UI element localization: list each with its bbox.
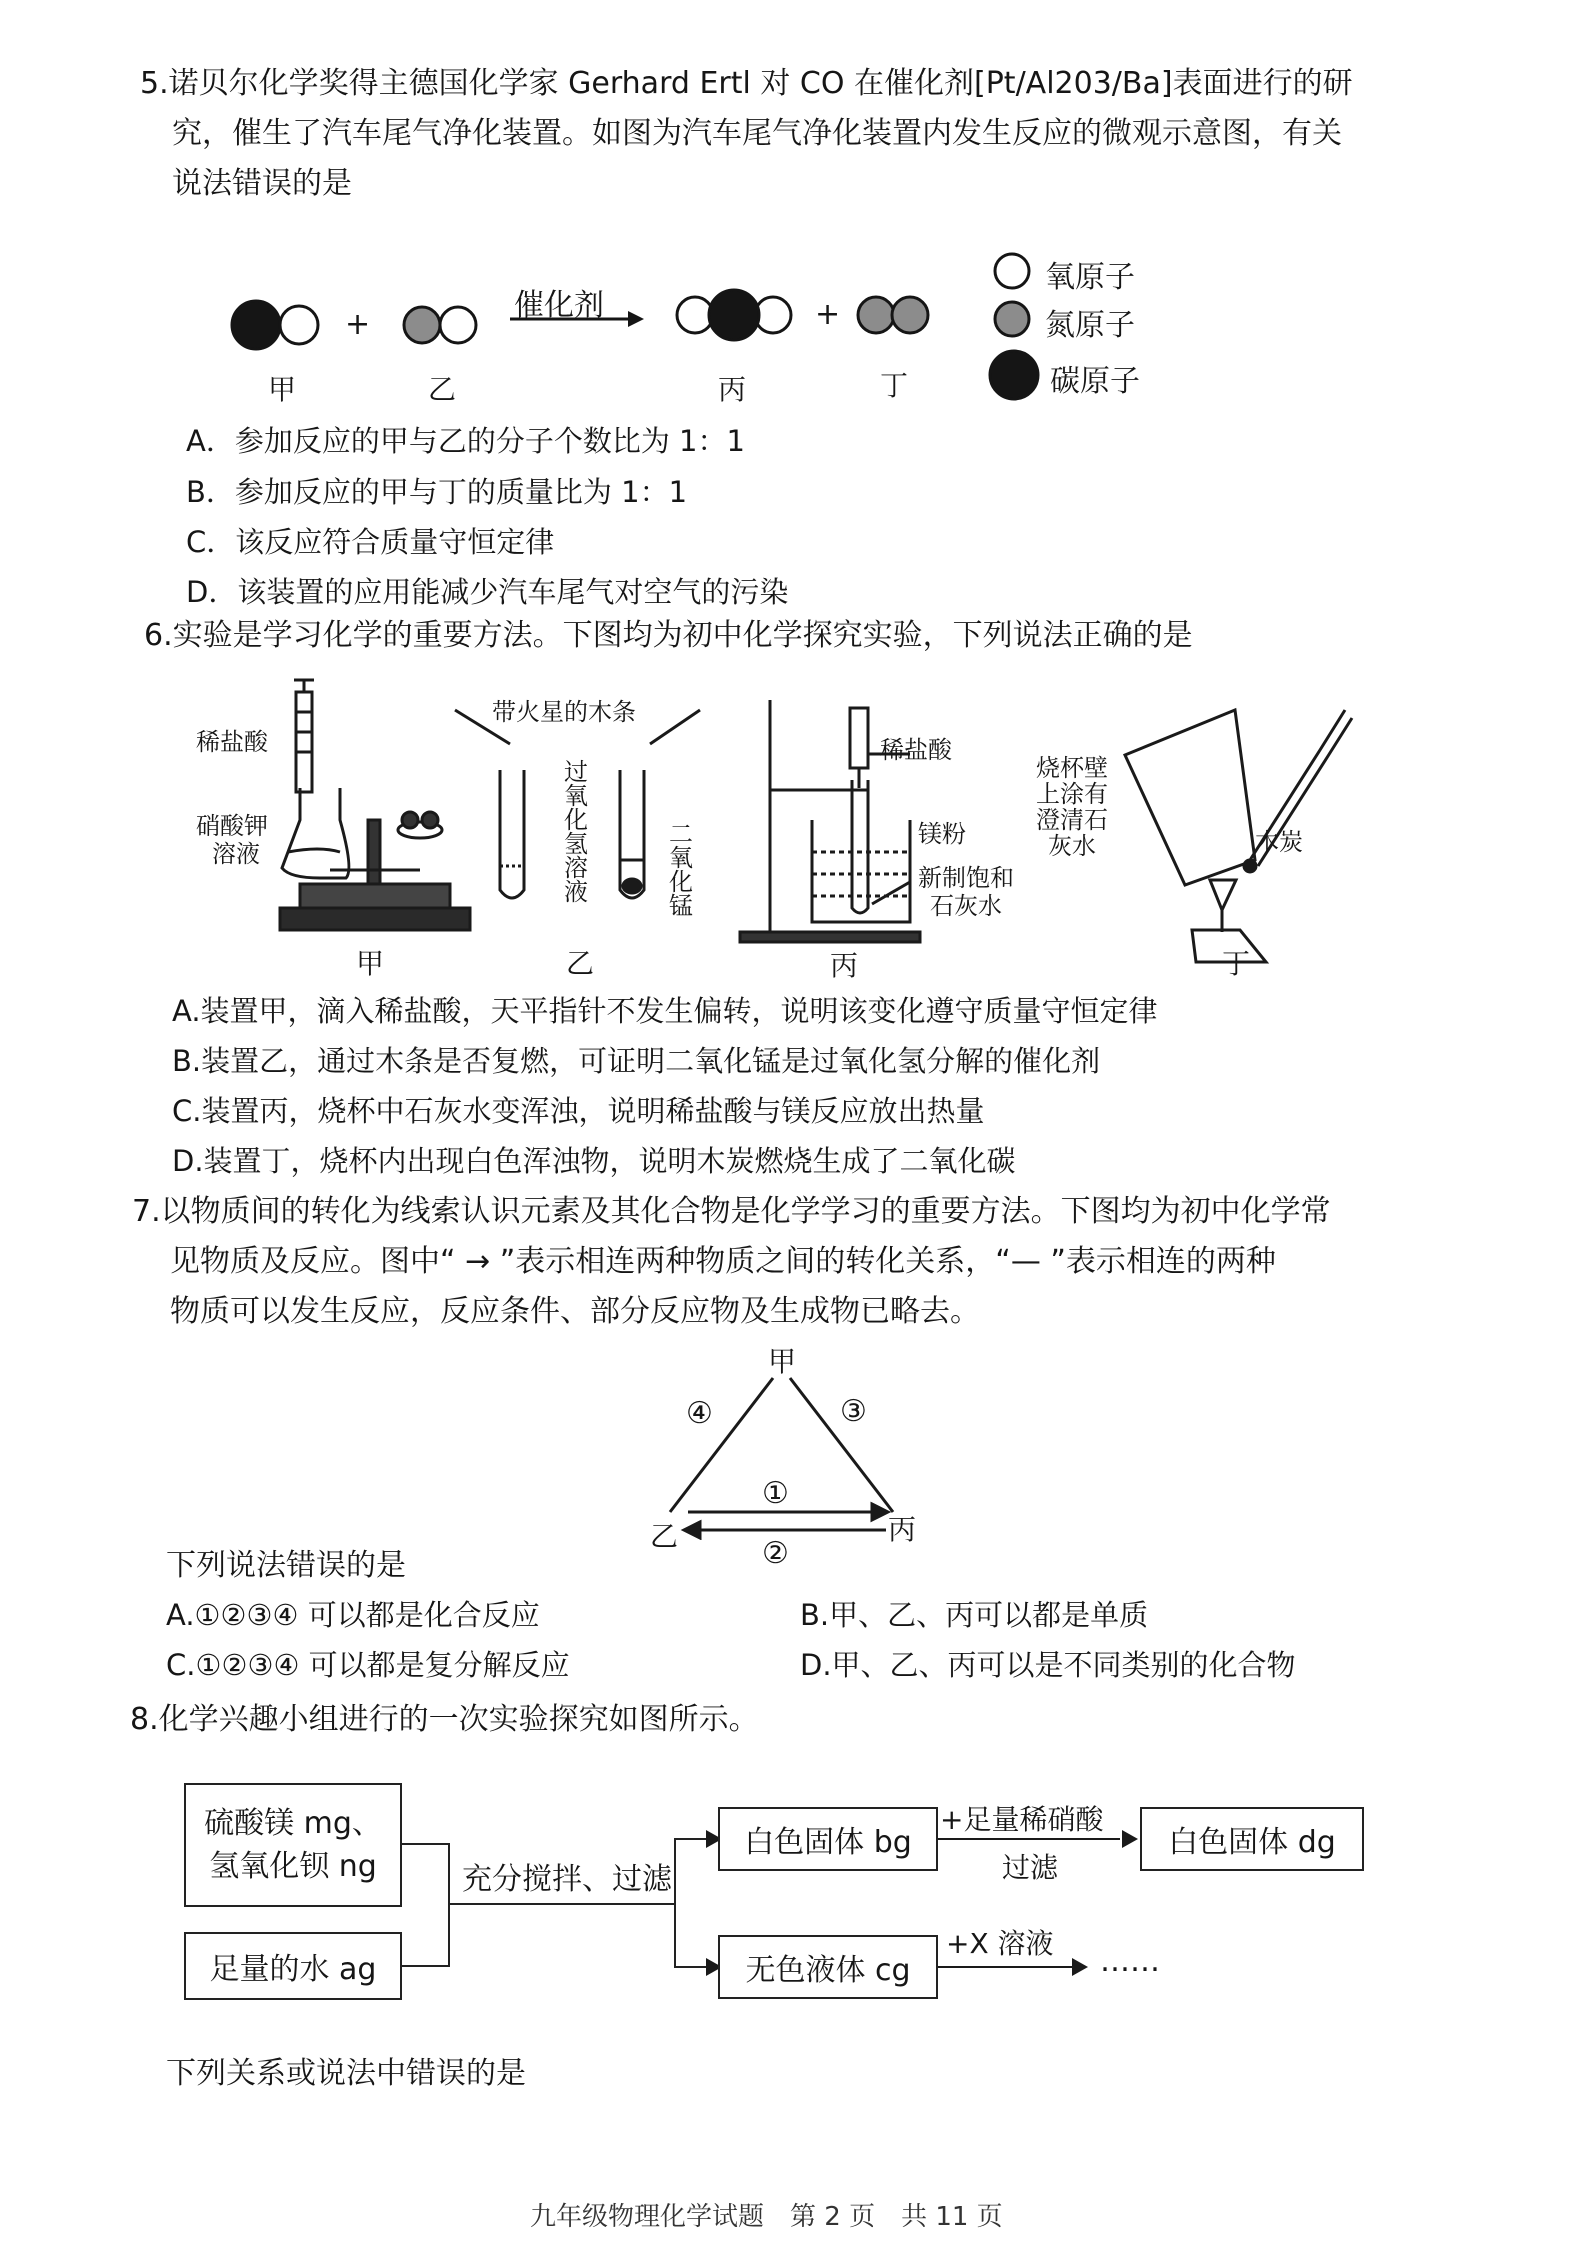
apparatus-yi-stick-label: 带火星的木条 — [492, 698, 636, 726]
legend-nitrogen-swatch — [995, 302, 1029, 336]
apparatus-ding — [1125, 710, 1352, 962]
apparatus-ding-wall-label-4: 灰水 — [1048, 832, 1096, 860]
q5-jia-carbon-atom — [232, 301, 280, 349]
apparatus-jia-label: 甲 — [356, 947, 385, 980]
flow-box-reagents-line2: 氢氧化钡 ng — [209, 1849, 377, 1884]
apparatus-bing-lime-label-2: 石灰水 — [930, 892, 1002, 920]
apparatus-bing-mg-label: 镁粉 — [918, 820, 966, 848]
apparatus-bing-label: 丙 — [830, 949, 859, 982]
q7-node-yi: 乙 — [650, 1520, 679, 1553]
q5-option-d: D．该装置的应用能减少汽车尾气对空气的污染 — [186, 575, 789, 609]
legend-oxygen-label: 氧原子 — [1045, 260, 1135, 295]
apparatus-yi-peroxide-label: 过氧化氢溶液 — [564, 758, 588, 906]
q7-arrow-to-yi — [684, 1522, 700, 1538]
q5-reaction-arrow — [628, 311, 644, 327]
q7-option-a: A.①②③④ 可以都是化合反应 — [166, 1598, 540, 1632]
apparatus-jia — [280, 680, 470, 930]
q5-stem-line2: 究，催生了汽车尾气净化装置。如图为汽车尾气净化装置内发生反应的微观示意图，有关 — [172, 116, 1342, 151]
q7-marker-1: ① — [762, 1476, 789, 1511]
q5-label-jia: 甲 — [268, 373, 297, 406]
q5-ding-nitrogen-atom-2 — [892, 297, 928, 333]
q7-marker-2: ② — [762, 1536, 789, 1571]
q7-node-jia: 甲 — [768, 1345, 797, 1378]
q5-jia-oxygen-atom — [280, 306, 318, 344]
flow-ellipsis: …… — [1100, 1944, 1160, 1979]
q5-option-b: B．参加反应的甲与丁的质量比为 1：1 — [186, 475, 688, 509]
apparatus-bing-lime-label-1: 新制饱和 — [918, 864, 1014, 892]
flow-box-white-solid-d-text: 白色固体 dg — [1168, 1825, 1336, 1860]
q5-label-yi: 乙 — [428, 373, 457, 406]
apparatus-jia-solution-label-2: 溶液 — [212, 840, 260, 868]
apparatus-ding-charcoal-label: 木炭 — [1255, 828, 1303, 856]
q5-option-a: A．参加反应的甲与乙的分子个数比为 1：1 — [186, 424, 745, 458]
flow-step-nitric-acid: +足量稀硝酸 — [940, 1803, 1104, 1836]
flow-step-x-solution: +X 溶液 — [946, 1927, 1054, 1960]
q5-stem-line3: 说法错误的是 — [172, 166, 352, 201]
q8-stem-line1: 8.化学兴趣小组进行的一次实验探究如图所示。 — [130, 1702, 759, 1737]
legend-nitrogen-label: 氮原子 — [1045, 308, 1135, 343]
legend-oxygen-swatch — [995, 254, 1029, 288]
apparatus-yi-label: 乙 — [566, 947, 595, 980]
q7-marker-4: ④ — [686, 1396, 713, 1431]
q5-label-ding: 丁 — [880, 369, 909, 402]
flow-step-stir-filter: 充分搅拌、过滤 — [462, 1862, 672, 1897]
q7-question: 下列说法错误的是 — [166, 1548, 406, 1583]
q7-node-bing: 丙 — [888, 1513, 917, 1546]
q6-option-b: B.装置乙，通过木条是否复燃，可证明二氧化锰是过氧化氢分解的催化剂 — [172, 1044, 1101, 1078]
q6-option-a: A.装置甲，滴入稀盐酸，天平指针不发生偏转，说明该变化遵守质量守恒定律 — [172, 994, 1158, 1028]
flow-box-white-solid-b — [718, 1807, 938, 1871]
q5-yi-nitrogen-atom — [404, 307, 440, 343]
q5-catalyst-label: 催化剂 — [514, 288, 604, 323]
q7-marker-3: ③ — [840, 1394, 867, 1429]
q8-question: 下列关系或说法中错误的是 — [166, 2056, 526, 2091]
q5-plus-2: + — [815, 297, 841, 332]
q5-label-bing: 丙 — [718, 373, 747, 406]
apparatus-ding-label: 丁 — [1222, 947, 1251, 980]
q5-ding-nitrogen-atom-1 — [858, 297, 894, 333]
q6-option-c: C.装置丙，烧杯中石灰水变浑浊，说明稀盐酸与镁反应放出热量 — [172, 1094, 985, 1128]
flow-box-colorless-liquid — [718, 1935, 938, 1999]
q5-plus-1: + — [345, 307, 371, 342]
q7-stem-line1: 7.以物质间的转化为线索认识元素及其化合物是化学学习的重要方法。下图均为初中化学常 — [132, 1194, 1331, 1229]
q5-stem-line1: 5.诺贝尔化学奖得主德国化学家 Gerhard Ertl 对 CO 在催化剂[Pt/Al203/Ba]表面进行的研 — [140, 66, 1353, 101]
q7-option-d: D.甲、乙、丙可以是不同类别的化合物 — [800, 1648, 1296, 1682]
q7-stem-line3: 物质可以发生反应，反应条件、部分反应物及生成物已略去。 — [170, 1294, 980, 1329]
q5-bing-carbon-atom — [709, 290, 759, 340]
legend-carbon-label: 碳原子 — [1050, 364, 1140, 399]
flow-box-water-text: 足量的水 ag — [209, 1952, 377, 1987]
flow-arrowhead-box4 — [1122, 1830, 1138, 1848]
flow-box-white-solid-b-text: 白色固体 bg — [744, 1825, 912, 1860]
flow-step-filter: 过滤 — [1002, 1851, 1059, 1884]
q5-reaction-diagram — [0, 235, 1586, 415]
q6-stem-line1: 6.实验是学习化学的重要方法。下图均为初中化学探究实验，下列说法正确的是 — [144, 618, 1193, 653]
flow-arrowhead-x — [1072, 1958, 1088, 1976]
legend-carbon-swatch — [990, 351, 1038, 399]
q7-option-b: B.甲、乙、丙可以都是单质 — [800, 1598, 1149, 1632]
page-footer: 九年级物理化学试题 第 2 页 共 11 页 — [530, 2202, 1003, 2232]
q7-stem-line2: 见物质及反应。图中“ → ”表示相连两种物质之间的转化关系，“— ”表示相连的两种 — [170, 1244, 1276, 1279]
apparatus-jia-solution-label-1: 硝酸钾 — [196, 812, 268, 840]
flow-box-reagents-line1: 硫酸镁 mg、 — [204, 1805, 382, 1841]
q5-option-c: C．该反应符合质量守恒定律 — [186, 525, 555, 559]
apparatus-jia-acid-label: 稀盐酸 — [196, 728, 268, 756]
apparatus-ding-wall-label-3: 澄清石 — [1036, 806, 1108, 834]
flow-box-colorless-liquid-text: 无色液体 cg — [745, 1953, 911, 1988]
flow-box-white-solid-d — [1140, 1807, 1364, 1871]
q6-option-d: D.装置丁，烧杯内出现白色浑浊物，说明木炭燃烧生成了二氧化碳 — [172, 1144, 1016, 1178]
apparatus-ding-wall-label-1: 烧杯壁 — [1036, 754, 1108, 782]
apparatus-yi-mno2-label: 二氧化锰 — [669, 820, 693, 920]
apparatus-ding-wall-label-2: 上涂有 — [1036, 780, 1108, 808]
q5-yi-oxygen-atom — [440, 307, 476, 343]
q7-option-c: C.①②③④ 可以都是复分解反应 — [166, 1648, 570, 1682]
apparatus-bing-acid-label: 稀盐酸 — [880, 736, 952, 764]
q7-arrow-to-bing — [872, 1504, 888, 1520]
